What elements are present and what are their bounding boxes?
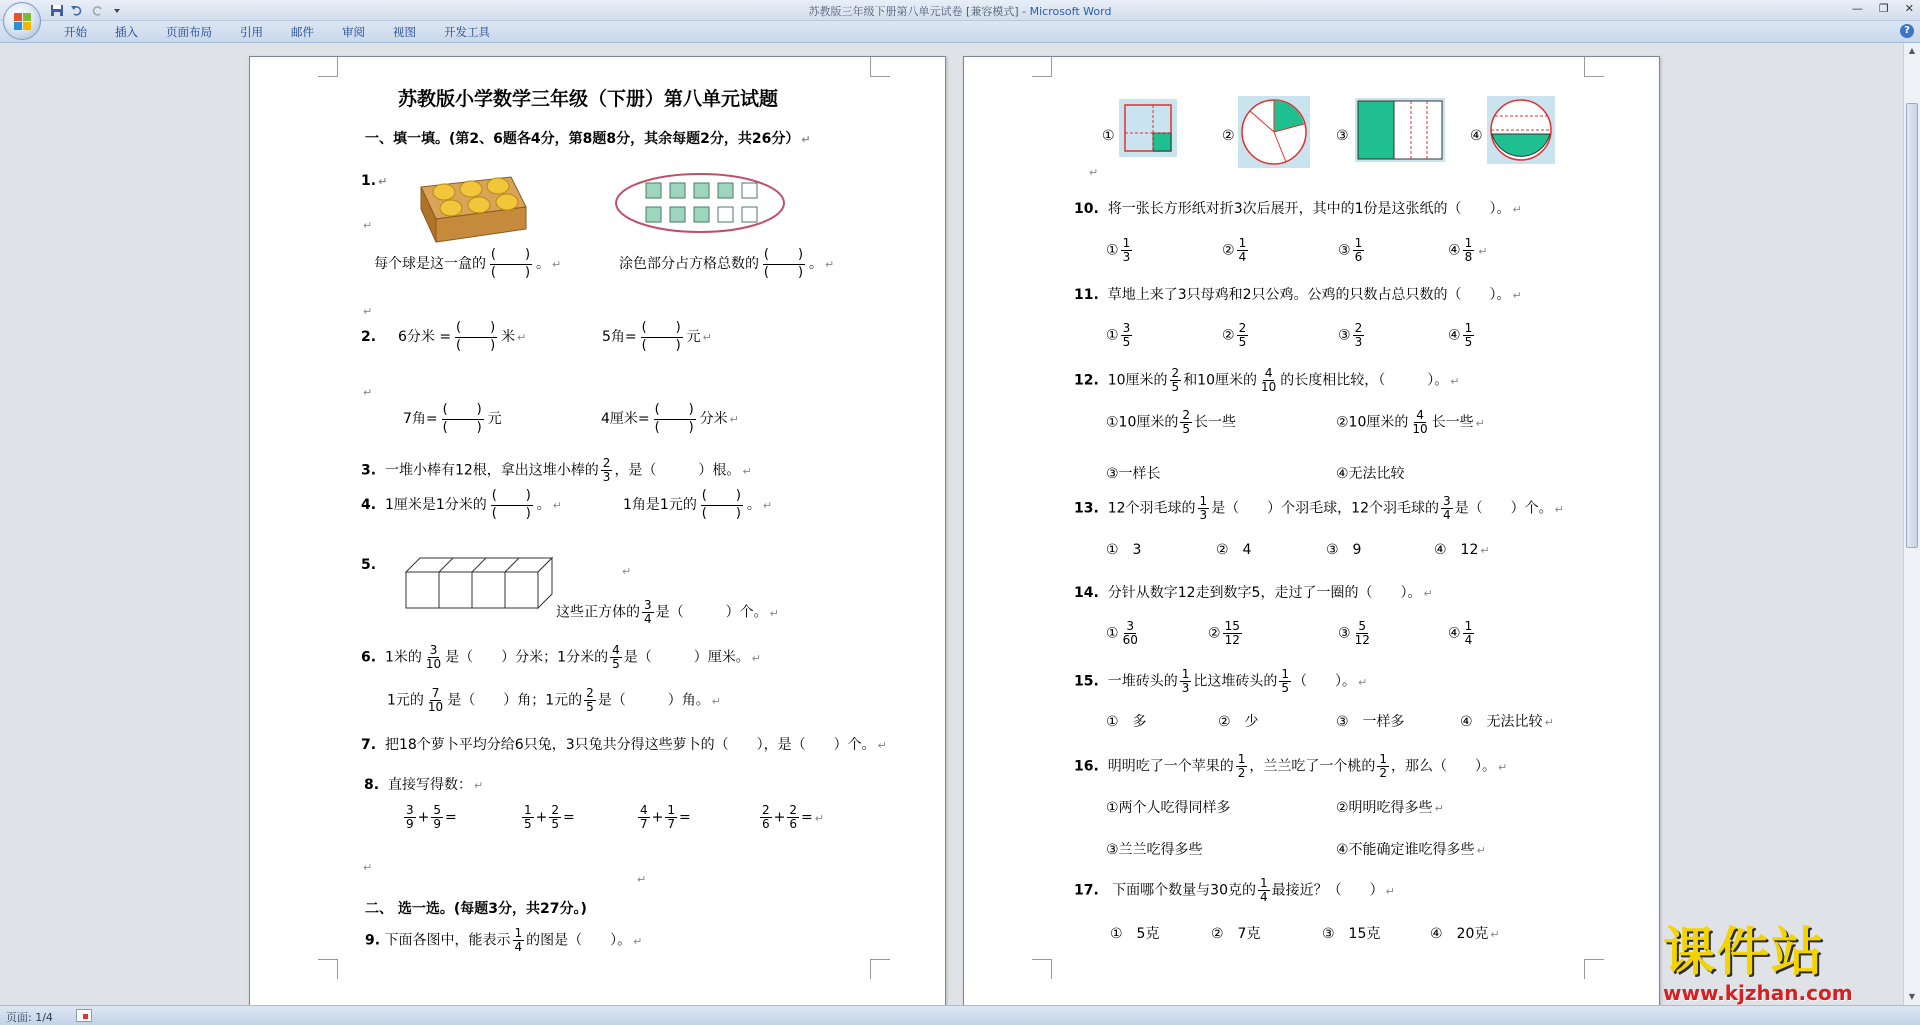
q16-option-4[interactable]: ④不能确定谁吃得多些 ↵	[1336, 842, 1486, 858]
help-icon[interactable]: ?	[1900, 24, 1914, 38]
q9-option-3-label: ③	[1336, 128, 1349, 144]
watermark-logo: 课件站	[1663, 923, 1826, 983]
paragraph-mark: ↵	[622, 565, 632, 578]
margin-corner	[1032, 57, 1052, 77]
q9: 9. 下面各图中，能表示 $\frac{1}{4}$ 的图是（ ）。 ↵	[365, 926, 643, 954]
status-bar	[0, 1005, 1920, 1025]
proofing-status-icon[interactable]	[76, 1009, 92, 1022]
document-page-1[interactable]	[249, 56, 946, 1016]
q15-option-3[interactable]: ③ 一样多	[1336, 714, 1405, 730]
margin-corner	[870, 57, 890, 77]
q5-number: 5.	[361, 557, 377, 573]
q1-part-a: 每个球是这一盒的 ( ) ( ) 。 ↵	[374, 247, 562, 280]
scroll-up-icon[interactable]: ▲	[1908, 46, 1916, 55]
q17-option-3[interactable]: ③ 15克	[1322, 926, 1381, 942]
q13-option-4[interactable]: ④ 12 ↵	[1434, 542, 1490, 558]
margin-corner	[318, 57, 338, 77]
tab-home[interactable]: 开始	[64, 25, 87, 39]
q15-option-1[interactable]: ① 多	[1106, 714, 1147, 730]
maximize-button[interactable]: ❐	[1878, 2, 1889, 15]
margin-corner	[1032, 959, 1052, 979]
q15-option-2[interactable]: ② 少	[1218, 714, 1259, 730]
q17-option-2[interactable]: ② 7克	[1211, 926, 1261, 942]
q5-text: 这些正方体的 $\frac{3}{4}$ 是（ ）个。 ↵	[556, 598, 779, 626]
save-icon[interactable]	[50, 4, 64, 17]
q16-option-2[interactable]: ②明明吃得多些 ↵	[1336, 800, 1444, 816]
answer-blank[interactable]: ( ) ( )	[654, 402, 695, 435]
tab-view[interactable]: 视图	[393, 25, 416, 39]
q14-option-4[interactable]: ④ $\frac{1}{4}$	[1448, 619, 1473, 647]
tab-references[interactable]: 引用	[240, 25, 263, 39]
q8-item-4: $\frac{2}{6}$ + $\frac{2}{6}$ = ↵	[762, 803, 824, 831]
q3: 3. 一堆小棒有12根，拿出这堆小棒的 $\frac{2}{3}$ ，是（ ）根。 ↵	[361, 456, 752, 484]
page-number-indicator[interactable]: 页面: 1/4	[6, 1011, 53, 1024]
paragraph-mark: ↵	[363, 219, 373, 232]
q11-option-2[interactable]: ② $\frac{2}{5}$	[1222, 321, 1247, 349]
q4: 4. 1厘米是1分米的 ( ) ( ) 。 ↵	[361, 488, 563, 521]
q7: 7. 把18个萝卜平均分给6只兔，3只兔共分得这些萝卜的（ ），是（ ）个。 ↵	[361, 737, 887, 753]
ball-box-image	[411, 167, 531, 247]
title-bar	[0, 0, 1920, 21]
answer-blank[interactable]: ( ) ( )	[456, 320, 497, 353]
q8-item-2: $\frac{1}{5}$ + $\frac{2}{5}$ =	[524, 803, 575, 831]
paragraph-mark: ↵	[1089, 166, 1099, 179]
tab-developer[interactable]: 开发工具	[444, 25, 490, 39]
section-1-heading: 一、填一填。(第2、6题各4分，第8题8分，其余每题2分，共26分） ↵	[365, 131, 811, 147]
vertical-scrollbar[interactable]	[1903, 43, 1920, 1005]
tab-insert[interactable]: 插入	[115, 25, 138, 39]
tab-review[interactable]: 审阅	[342, 25, 365, 39]
section-2-heading: 二、 选一选。(每题3分，共27分。)	[365, 901, 587, 917]
q9-option-1-label: ①	[1102, 128, 1115, 144]
margin-corner	[1584, 57, 1604, 77]
margin-corner	[1584, 959, 1604, 979]
window-controls	[1852, 2, 1914, 15]
q12-option-1[interactable]: ①10厘米的 $\frac{2}{5}$ 长一些	[1106, 408, 1237, 436]
q9-option-4-label: ④	[1470, 128, 1483, 144]
scroll-down-icon[interactable]: ▼	[1908, 992, 1916, 1001]
q11-option-1[interactable]: ① $\frac{3}{5}$	[1106, 321, 1131, 349]
paragraph-mark: ↵	[637, 873, 647, 886]
watermark-url: www.kjzhan.com	[1663, 981, 1853, 1005]
q10-option-1[interactable]: ① $\frac{1}{3}$	[1106, 236, 1131, 264]
q17-option-1[interactable]: ① 5克	[1110, 926, 1160, 942]
q13-option-2[interactable]: ② 4	[1216, 542, 1252, 558]
q9-option-2-figure[interactable]	[1238, 96, 1310, 168]
paragraph-mark: ↵	[363, 386, 373, 399]
answer-blank[interactable]: ( ) ( )	[442, 402, 483, 435]
cubes-image	[404, 554, 556, 610]
q13-option-3[interactable]: ③ 9	[1326, 542, 1362, 558]
margin-corner	[870, 959, 890, 979]
q14-option-3[interactable]: ③ $\frac{5}{12}$	[1338, 619, 1370, 647]
q2-part-a: 6分米 = ( ) ( ) 米 ↵	[398, 320, 527, 353]
q12-option-3[interactable]: ③一样长	[1106, 466, 1161, 482]
q14-option-2[interactable]: ② $\frac{15}{12}$	[1208, 619, 1240, 647]
q8-item-1: $\frac{3}{9}$ + $\frac{5}{9}$ =	[406, 803, 457, 831]
q16-option-1[interactable]: ①两个人吃得同样多	[1106, 800, 1231, 816]
window-title: 苏教版三年级下册第八单元试卷 [兼容模式] - Microsoft Word	[808, 5, 1112, 18]
q9-option-3-figure[interactable]	[1355, 98, 1445, 162]
q10-option-2[interactable]: ② $\frac{1}{4}$	[1222, 236, 1247, 264]
minimize-button[interactable]: —	[1851, 2, 1863, 15]
q10: 10. 将一张长方形纸对折3次后展开，其中的1份是这张纸的（ ）。 ↵	[1074, 201, 1522, 217]
paragraph-mark: ↵	[363, 861, 373, 874]
q14-option-1[interactable]: ① $\frac{3}{60}$	[1106, 619, 1138, 647]
q16: 16. 明明吃了一个苹果的 $\frac{1}{2}$ ，兰兰吃了一个桃的 $\frac{1}{2}$ ，那么（ ）。 ↵	[1074, 752, 1508, 780]
q9-option-2-label: ②	[1222, 128, 1235, 144]
answer-blank[interactable]: ( ) ( )	[491, 488, 532, 521]
quick-access-toolbar	[50, 3, 124, 18]
office-button[interactable]	[3, 2, 41, 40]
q2-part-b: 5角= ( ) ( ) 元 ↵	[602, 320, 712, 353]
q10-option-3[interactable]: ③ $\frac{1}{6}$	[1338, 236, 1363, 264]
q12-option-4[interactable]: ④无法比较	[1336, 466, 1405, 482]
q2-number: 2.	[361, 329, 377, 345]
customize-toolbar-icon[interactable]	[110, 4, 124, 17]
q13: 13. 12个羽毛球的 $\frac{1}{3}$ 是（ ）个羽毛球，12个羽毛球的 $\frac{3}{4}$ 是（ ）个。 ↵	[1074, 494, 1564, 522]
q8: 8. 直接写得数： ↵	[364, 777, 484, 793]
q4-part-b: 1角是1元的 ( ) ( ) 。 ↵	[623, 488, 773, 521]
margin-corner	[318, 959, 338, 979]
q11: 11. 草地上来了3只母鸡和2只公鸡。公鸡的只数占总只数的（ ）。 ↵	[1074, 287, 1522, 303]
q2-part-c: 7角= ( ) ( ) 元	[403, 402, 502, 435]
answer-blank[interactable]: ( ) ( )	[490, 247, 532, 280]
q11-option-4[interactable]: ④ $\frac{1}{5}$	[1448, 321, 1473, 349]
q6-line-2: 1元的 $\frac{7}{10}$ 是（ ）角；1元的 $\frac{2}{5}$ 是（ ）角。 ↵	[387, 686, 721, 714]
q13-option-1[interactable]: ① 3	[1106, 542, 1142, 558]
redo-icon[interactable]	[90, 4, 104, 17]
q12: 12. 10厘米的 $\frac{2}{5}$ 和10厘米的 $\frac{4}{10}$ 的长度相比较，（ ）。 ↵	[1074, 366, 1460, 394]
q15: 15. 一堆砖头的 $\frac{1}{3}$ 比这堆砖头的 $\frac{1}{5}$ （ ）。 ↵	[1074, 667, 1368, 695]
document-page-2[interactable]	[963, 56, 1660, 1016]
ribbon-tab-bar	[0, 21, 1920, 43]
paragraph-mark: ↵	[363, 305, 373, 318]
office-logo-icon	[14, 13, 31, 30]
tab-page-layout[interactable]: 页面布局	[166, 25, 212, 39]
answer-blank[interactable]: ( ) ( )	[763, 247, 805, 280]
document-title: 苏教版小学数学三年级（下册）第八单元试题	[398, 88, 779, 110]
close-button[interactable]: ✕	[1904, 2, 1914, 15]
q2-part-d: 4厘米= ( ) ( ) 分米 ↵	[601, 402, 739, 435]
q1-number: 1. ↵	[361, 173, 388, 189]
q9-option-4-figure[interactable]	[1487, 96, 1555, 164]
answer-blank[interactable]: ( ) ( )	[641, 320, 682, 353]
grid-ellipse-image	[613, 172, 788, 234]
q8-item-3: $\frac{4}{7}$ + $\frac{1}{7}$ =	[640, 803, 691, 831]
tab-mailings[interactable]: 邮件	[291, 25, 314, 39]
undo-icon[interactable]	[70, 4, 84, 17]
q17-option-4[interactable]: ④ 20克 ↵	[1430, 926, 1500, 942]
q15-option-4[interactable]: ④ 无法比较 ↵	[1460, 714, 1554, 730]
q11-option-3[interactable]: ③ $\frac{2}{3}$	[1338, 321, 1363, 349]
q17: 17. 下面哪个数量与30克的 $\frac{1}{4}$ 最接近？（ ） ↵	[1074, 876, 1395, 904]
q6-line-1: 6. 1米的 $\frac{3}{10}$ 是（ ）分米；1分米的 $\frac{4}{5}$ 是（ ）厘米。 ↵	[361, 643, 761, 671]
watermark	[1663, 925, 1903, 1005]
scrollbar-thumb[interactable]	[1906, 103, 1918, 548]
q14: 14. 分针从数字12走到数字5，走过了一圈的（ ）。 ↵	[1074, 585, 1433, 601]
q10-option-4[interactable]: ④ $\frac{1}{8}$ ↵	[1448, 236, 1488, 264]
answer-blank[interactable]: ( ) ( )	[701, 488, 742, 521]
q1-part-b: 涂色部分占方格总数的 ( ) ( ) 。 ↵	[619, 247, 835, 280]
q16-option-3[interactable]: ③兰兰吃得多些	[1106, 842, 1203, 858]
q12-option-2[interactable]: ②10厘米的 $\frac{4}{10}$ 长一些 ↵	[1336, 408, 1485, 436]
q9-option-1-figure[interactable]	[1119, 99, 1177, 157]
